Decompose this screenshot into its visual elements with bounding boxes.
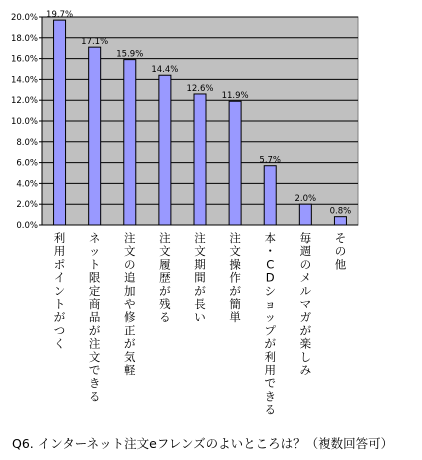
y-tick-label: 12.0% (10, 96, 38, 107)
chart-title: Q6. インターネット注文eフレンズのよいところは？（複数回答可） (12, 436, 394, 451)
data-label: 19.7% (46, 10, 74, 21)
data-label: 12.6% (186, 83, 214, 94)
y-tick-label: 10.0% (10, 117, 38, 127)
bar (229, 101, 241, 225)
bar (89, 47, 101, 225)
data-label: 2.0% (294, 194, 317, 205)
x-category-label: 本・ C D ショップが利用できる (264, 231, 276, 417)
bar (194, 94, 206, 225)
bar (264, 166, 276, 225)
bar (299, 204, 311, 225)
x-category-label: 注文期間が長い (194, 231, 206, 325)
x-category-label: 利用ポイントがつく (53, 231, 66, 351)
data-label: 5.7% (259, 155, 282, 166)
x-category-label: ネット限定商品が注文できる (88, 231, 101, 404)
y-tick-label: 2.0% (16, 200, 38, 211)
bar (124, 60, 136, 225)
y-tick-label: 20.0% (10, 13, 38, 23)
data-label: 15.9% (116, 49, 144, 60)
y-axis-tick-labels (11, 13, 38, 231)
y-tick-label: 4.0% (16, 179, 38, 190)
data-label: 14.4% (151, 65, 179, 76)
x-category-label: 注文履歴が残る (159, 231, 171, 325)
x-axis-category-labels (54, 231, 347, 417)
y-tick-label: 16.0% (10, 54, 38, 65)
x-category-label: 注文操作が簡単 (229, 231, 241, 325)
y-tick-label: 8.0% (16, 137, 38, 148)
x-category-label: 注文の追加や修正が気軽 (124, 231, 136, 377)
y-tick-label: 6.0% (16, 158, 38, 169)
data-label: 17.1% (81, 37, 109, 48)
bar (159, 75, 171, 225)
bar (334, 217, 346, 225)
y-tick-label: 18.0% (10, 33, 38, 44)
y-tick-label: 0.0% (16, 221, 38, 231)
x-category-label: 毎週のメルマガが楽しみ (299, 231, 312, 377)
data-label: 11.9% (221, 91, 249, 102)
bar (54, 20, 66, 225)
data-label: 0.8% (329, 206, 352, 217)
x-category-label: その他 (334, 231, 347, 272)
y-tick-label: 14.0% (10, 75, 38, 86)
